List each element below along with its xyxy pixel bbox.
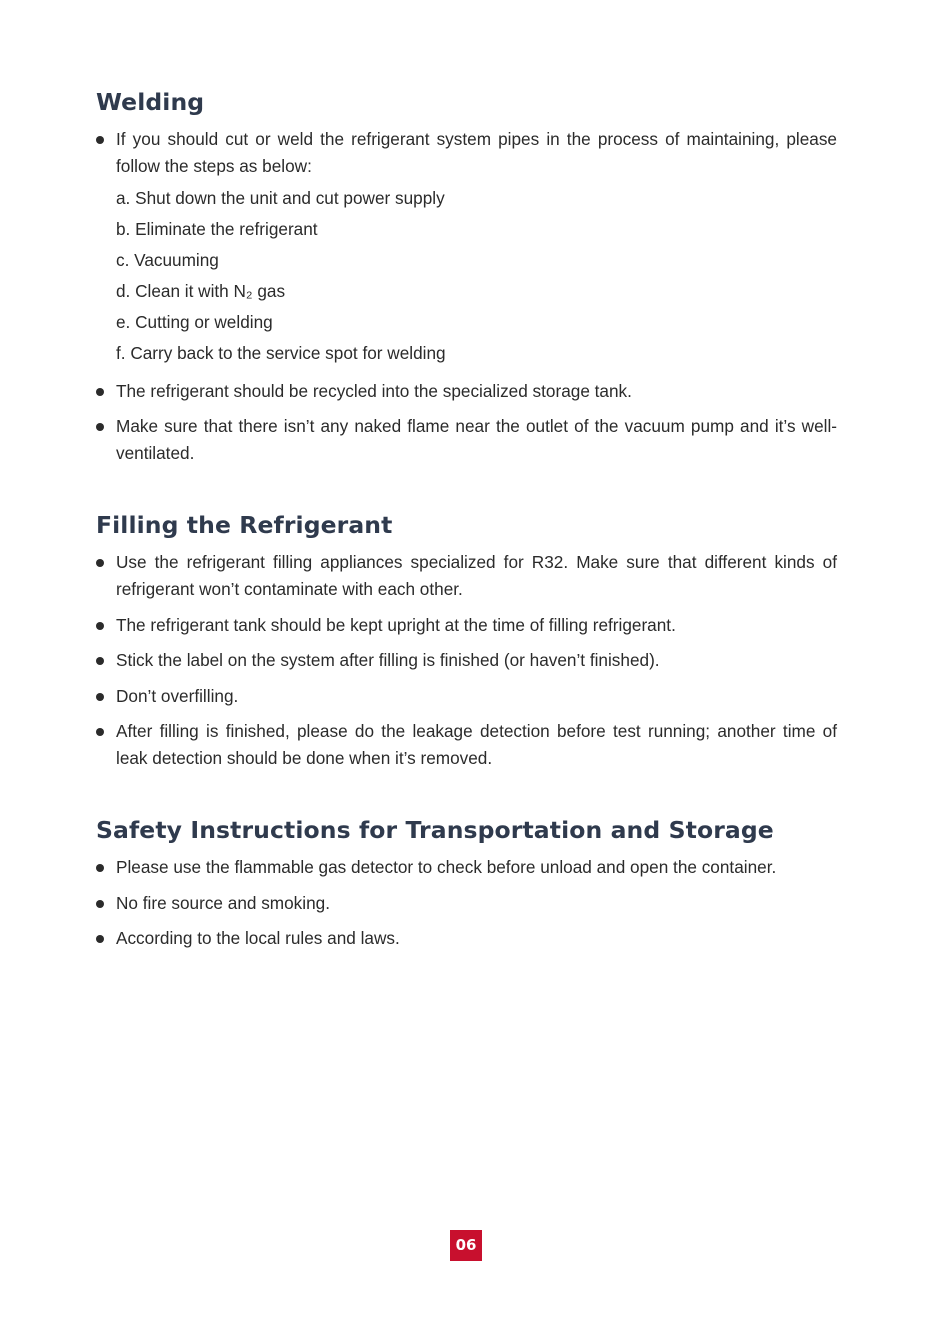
bullet-dot-icon: [96, 864, 104, 872]
bullet-text: Please use the flammable gas detector to check before unload and open the container.: [116, 857, 777, 877]
page-content: [96, 88, 837, 961]
step-item: d. Clean it with N₂ gas: [116, 281, 286, 301]
bullet-item: [96, 718, 837, 772]
bullet-text: According to the local rules and laws.: [116, 928, 400, 948]
bullet-text: The refrigerant tank should be kept upright at the time of filling refrigerant.: [116, 614, 676, 635]
bullet-dot-icon: [96, 900, 104, 908]
bullet-text: No fire source and smoking.: [116, 892, 330, 913]
bullet-text: Make sure that there isn’t any naked flame near the outlet of the vacuum pump and it’s well-ventilated.: [116, 416, 837, 463]
bullet-dot-icon: [96, 657, 104, 665]
step-item: e. Cutting or welding: [116, 312, 273, 332]
bullet-dot-icon: [96, 728, 104, 736]
bullet-item: [96, 126, 837, 369]
bullet-text: Use the refrigerant filling appliances specialized for R32. Make sure that different kinds of refrigerant won’t contaminate with each other.: [116, 552, 837, 599]
bullet-list: [96, 854, 837, 952]
bullet-item: [96, 925, 837, 952]
bullet-dot-icon: [96, 423, 104, 431]
bullet-item: [96, 378, 837, 405]
step-item: a. Shut down the unit and cut power supply: [116, 188, 445, 208]
bullet-item: [96, 854, 837, 881]
bullet-text: Don’t overfilling.: [116, 685, 239, 706]
section-heading: Welding: [96, 88, 205, 116]
step-item: c. Vacuuming: [116, 250, 219, 270]
step-list: [116, 183, 837, 369]
bullet-item: [96, 683, 837, 710]
section-filling-refrigerant: [96, 511, 837, 772]
bullet-list: [96, 549, 837, 772]
step-item: b. Eliminate the refrigerant: [116, 219, 318, 239]
bullet-item: [96, 890, 837, 917]
section-heading: Filling the Refrigerant: [96, 511, 393, 539]
bullet-dot-icon: [96, 693, 104, 701]
bullet-text: If you should cut or weld the refrigerant system pipes in the process of maintaining, please follow the steps as below:: [116, 129, 837, 176]
bullet-text: The refrigerant should be recycled into the specialized storage tank.: [116, 380, 632, 401]
bullet-text: Stick the label on the system after filling is finished (or haven’t finished).: [116, 650, 660, 670]
section-heading: Safety Instructions for Transportation and Storage: [96, 816, 774, 844]
bullet-dot-icon: [96, 559, 104, 567]
bullet-item: [96, 413, 837, 467]
bullet-dot-icon: [96, 622, 104, 630]
bullet-dot-icon: [96, 935, 104, 943]
bullet-item: [96, 612, 837, 639]
bullet-item: [96, 549, 837, 603]
bullet-text: After filling is finished, please do the leakage detection before test running; another time of leak detection should be done when it’s removed.: [116, 721, 837, 768]
section-welding: [96, 88, 837, 467]
section-transport-storage: [96, 816, 837, 952]
bullet-list: [96, 126, 837, 467]
step-item: f. Carry back to the service spot for welding: [116, 343, 446, 363]
bullet-dot-icon: [96, 136, 104, 144]
page-number-badge: 06: [450, 1230, 482, 1261]
bullet-dot-icon: [96, 388, 104, 396]
bullet-item: [96, 647, 837, 674]
